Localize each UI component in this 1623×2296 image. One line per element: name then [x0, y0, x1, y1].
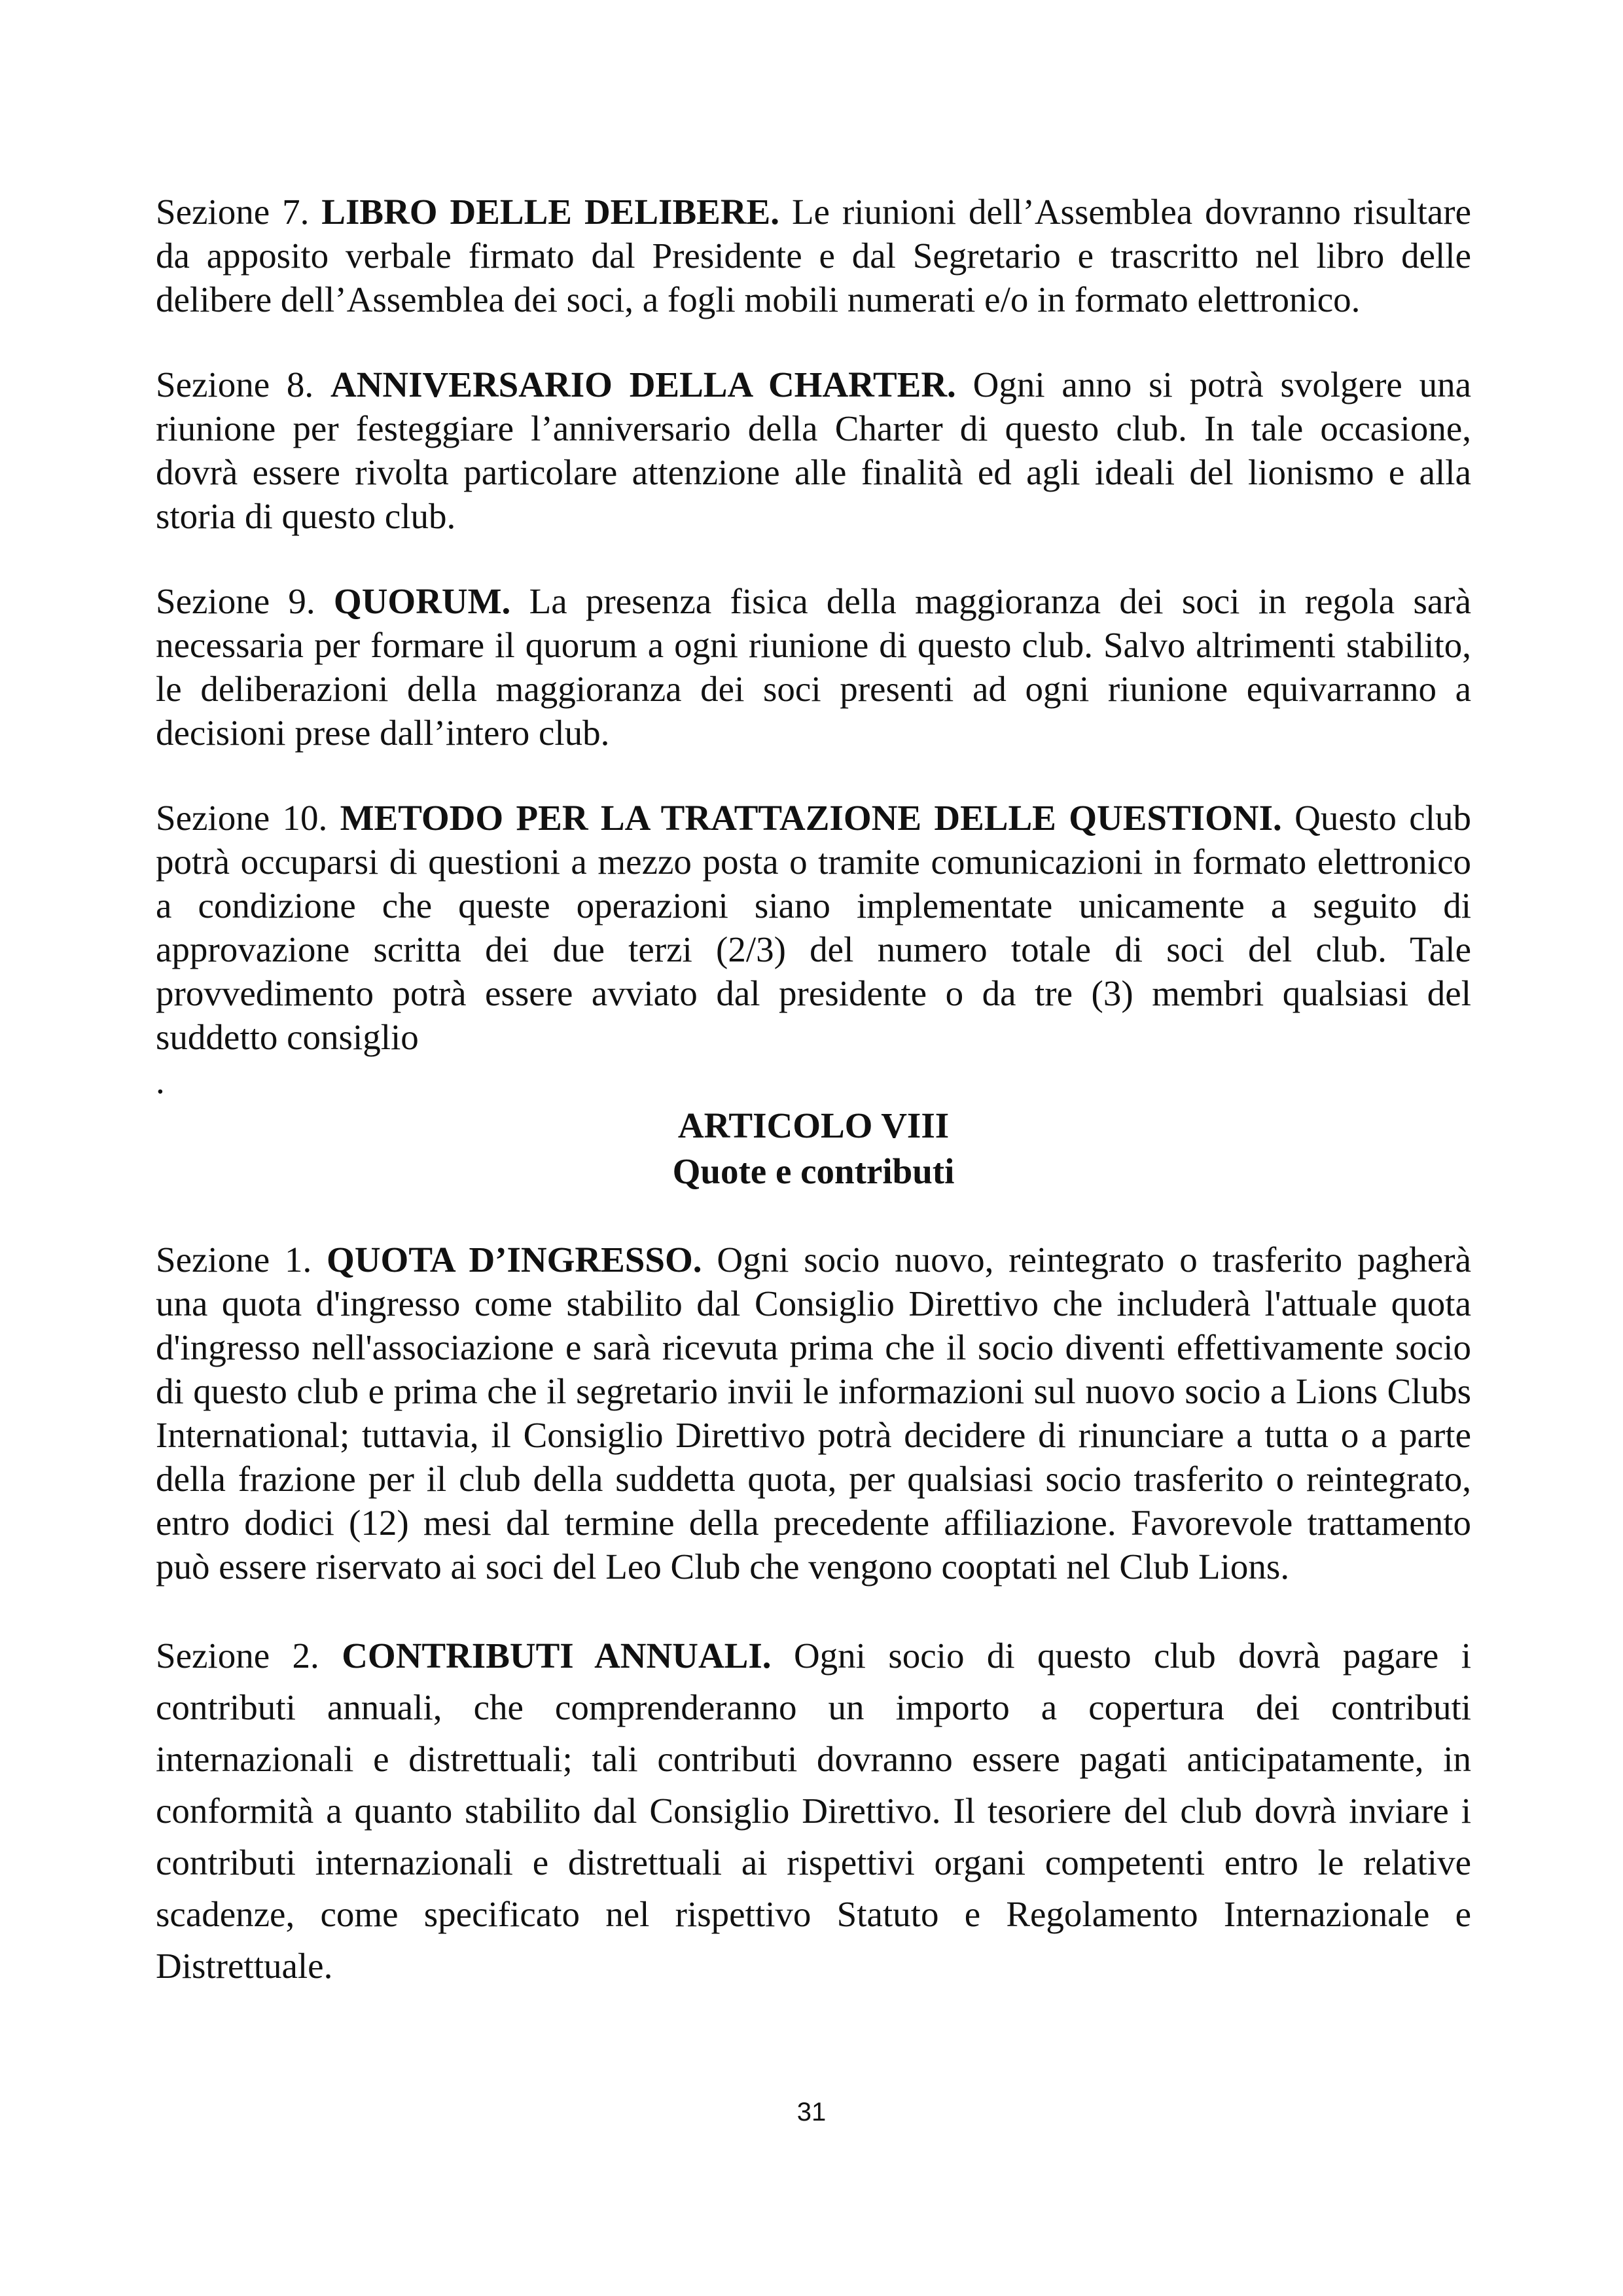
section-9-paragraph: [156, 579, 1471, 755]
section-label: Sezione 7.: [156, 192, 310, 232]
section-label: Sezione 10.: [156, 798, 328, 838]
section-title: ANNIVERSARIO DELLA CHARTER.: [330, 365, 956, 404]
article-number: ARTICOLO VIII: [677, 1105, 950, 1145]
section-text: Ogni anno si potrà svolgere una riunione per festeggiare l’anniversario della Charter di questo club. In tale occasione, dovrà essere rivolta particolare attenzione alle finalità ed agli ideali del lionismo e alla storia di questo club.: [156, 365, 1472, 536]
section-7-paragraph: [156, 190, 1471, 321]
document-page: [156, 190, 1471, 2033]
section-text: La presenza fisica della maggioranza dei soci in regola sarà necessaria per formare il quorum a ogni riunione di questo club. Salvo altrimenti stabilito, le deliberazioni della maggioranza dei soci presenti ad ogni riunione equivarranno a decisioni prese dall’intero club.: [156, 581, 1472, 753]
article-section-2-paragraph: [156, 1630, 1471, 1992]
article-heading: [156, 1103, 1471, 1194]
section-title: METODO PER LA TRATTAZIONE DELLE QUESTIONI.: [340, 798, 1282, 838]
section-label: Sezione 1.: [156, 1240, 312, 1280]
section-text: Questo club potrà occuparsi di questioni a mezzo posta o tramite comunicazioni in formato elettronico a condizione che queste operazioni siano implementate unicamente a seguito di approvazione scritta dei due terzi (2/3) del numero totale di soci del club. Tale provvedimento potrà essere avviato dal presidente o da tre (3) membri qualsiasi del suddetto consiglio: [156, 798, 1471, 1057]
section-title: QUORUM.: [333, 581, 511, 621]
page-number: 31: [796, 2098, 827, 2126]
section-text: Le riunioni dell’Assemblea dovranno risultare da apposito verbale firmato dal Presidente e dal Segretario e trascritto nel libro delle delibere dell’Assemblea dei soci, a fogli mobili numerati e/o in formato elettronico.: [156, 192, 1472, 319]
section-10-paragraph: [156, 796, 1471, 1059]
section-label: Sezione 9.: [156, 581, 315, 621]
section-title: CONTRIBUTI ANNUALI.: [342, 1636, 772, 1676]
section-title: QUOTA D’INGRESSO.: [327, 1240, 702, 1280]
section-text: Ogni socio nuovo, reintegrato o trasferito pagherà una quota d'ingresso come stabilito dal Consiglio Direttivo che includerà l'attuale quota d'ingresso nell'associazione e sarà ricevuta prima che il socio diventi effettivamente socio di questo club e prima che il segretario invii le informazioni sul nuovo socio a Lions Clubs International; tuttavia, il Consiglio Direttivo potrà decidere di rinunciare a tutta o a parte della frazione per il club della suddetta quota, per qualsiasi socio trasferito o reintegrato, entro dodici (12) mesi dal termine della precedente affiliazione. Favorevole trattamento può essere riservato ai soci del Leo Club che vengono cooptati nel Club Lions.: [156, 1240, 1472, 1587]
trailing-period: .: [156, 1061, 165, 1101]
article-section-1-paragraph: [156, 1238, 1471, 1588]
section-label: Sezione 2.: [156, 1636, 319, 1676]
section-text: Ogni socio di questo club dovrà pagare i contributi annuali, che comprenderanno un importo a copertura dei contributi internazionali e distrettuali; tali contributi dovranno essere pagati anticipatamente, in conformità a quanto stabilito dal Consiglio Direttivo. Il tesoriere del club dovrà inviare i contributi internazionali e distrettuali ai rispettivi organi competenti entro le relative scadenze, come specificato nel rispettivo Statuto e Regolamento Internazionale e Distrettuale.: [156, 1636, 1472, 1986]
section-label: Sezione 8.: [156, 365, 314, 404]
section-title: LIBRO DELLE DELIBERE.: [321, 192, 779, 232]
section-8-paragraph: [156, 363, 1471, 538]
article-title: Quote e contributi: [672, 1151, 955, 1191]
